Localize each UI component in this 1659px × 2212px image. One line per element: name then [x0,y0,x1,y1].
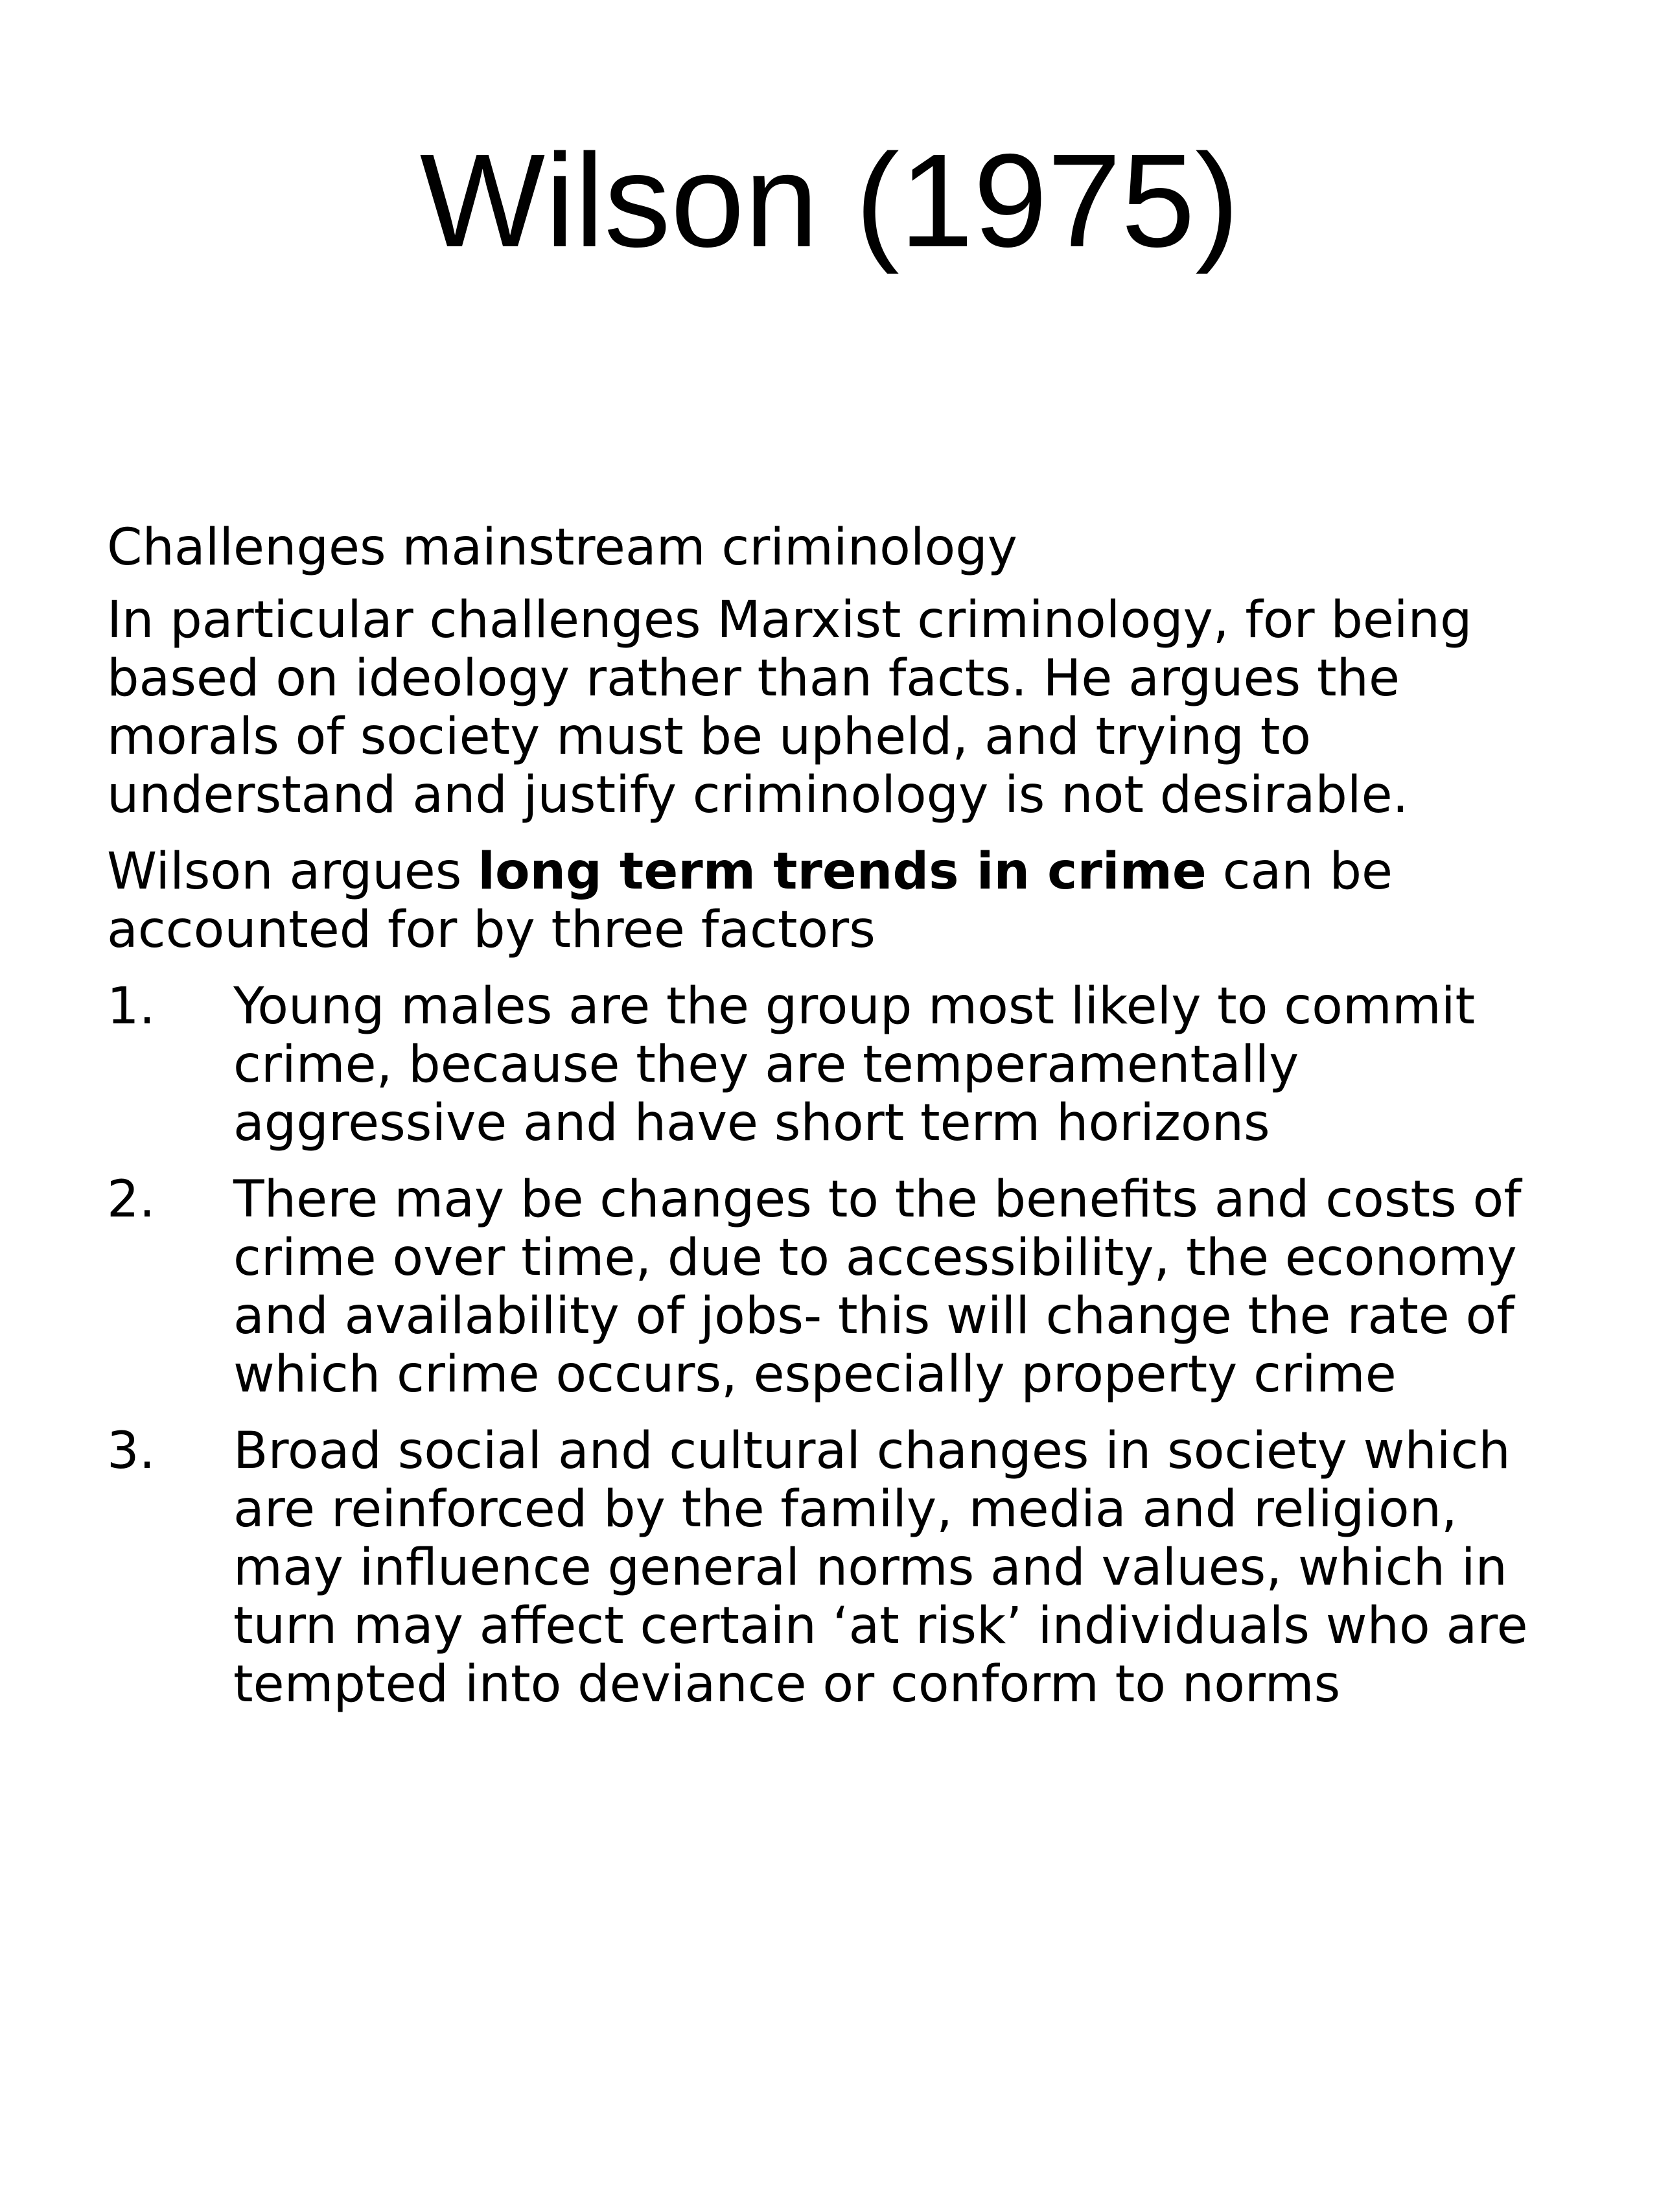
intro-before: Wilson argues [107,843,478,901]
paragraph-marxist: In particular challenges Marxist criminology, for being based on ideology rather than facts. He argues the morals of society must be upheld, and trying to understand and justify criminology is not desirable. [107,591,1472,824]
factor-item-1 [107,977,1578,1152]
factor-number: 3. [107,1422,156,1480]
factor-number: 2. [107,1170,156,1229]
factor-item-2 [107,1170,1578,1404]
paragraph-challenges: Challenges mainstream criminology [107,518,1017,577]
intro-bold-phrase: long term trends in crime [478,843,1207,901]
slide-body [107,518,1578,1732]
factor-number: 1. [107,977,156,1036]
factors-list [107,977,1578,1714]
factor-text: Broad social and cultural changes in society which are reinforced by the family, media and religion, may influence general norms and values, which in turn may affect certain ‘at risk’ individuals who are tempted into deviance or conform to norms [233,1422,1528,1714]
factor-text: There may be changes to the benefits and costs of crime over time, due to accessibility, the economy and availability of jobs- this will change the rate of which crime occurs, especially property crime [233,1170,1522,1404]
intro-after: can be accounted for by three factors [107,843,1393,959]
slide-title: Wilson (1975) [419,126,1240,275]
factor-item-3 [107,1422,1578,1714]
paragraph-intro [107,843,1578,959]
factor-text: Young males are the group most likely to commit crime, because they are temperamentally aggressive and have short term horizons [233,977,1476,1152]
